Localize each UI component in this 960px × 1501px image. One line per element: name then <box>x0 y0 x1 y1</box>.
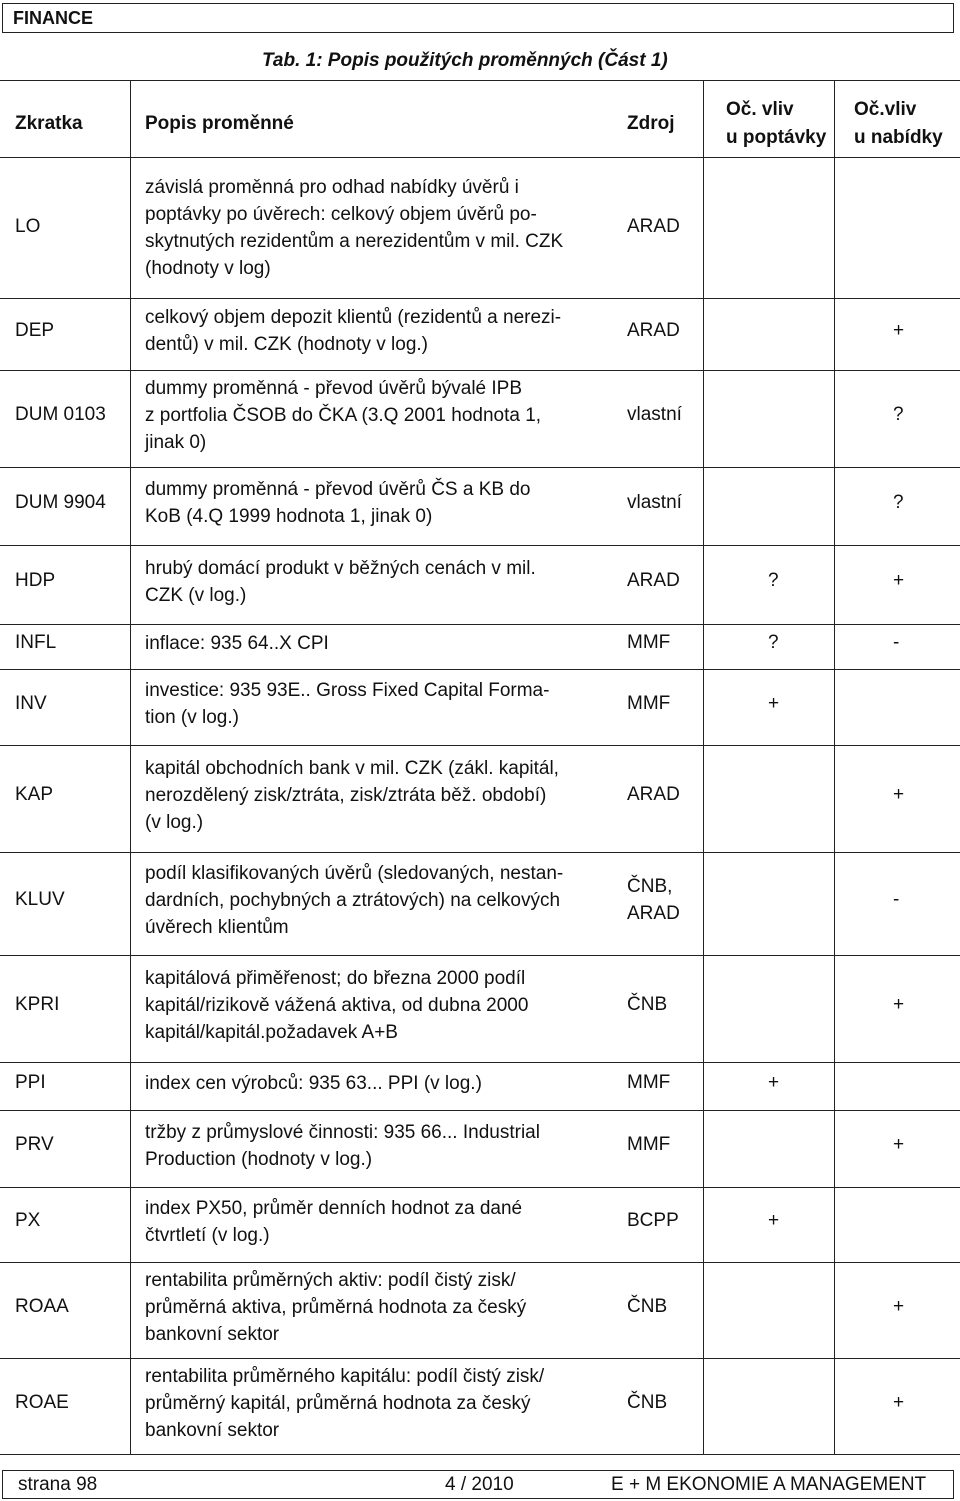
row-abbr: DUM 0103 <box>15 404 106 425</box>
column-divider <box>834 80 835 1454</box>
row-description-line: inflace: 935 64..X CPI <box>145 633 329 654</box>
row-description <box>145 755 605 836</box>
row-description-line: čtvrtletí (v log.) <box>145 1224 270 1246</box>
row-source-line: BCPP <box>627 1210 679 1231</box>
row-divider <box>0 745 960 746</box>
row-divider <box>0 545 960 546</box>
row-description <box>145 174 605 282</box>
row-source-line: MMF <box>627 632 671 653</box>
row-demand-effect: + <box>768 692 780 714</box>
row-source <box>627 1207 679 1234</box>
row-description-line: dardních, pochybných a ztrátových) na celkových <box>145 890 561 911</box>
row-source-line: MMF <box>627 1071 671 1093</box>
row-supply-effect: ? <box>893 404 904 425</box>
row-source-line: ARAD <box>627 216 680 237</box>
row-description-line: bankovní sektor <box>145 1323 280 1345</box>
row-abbr: PPI <box>15 1071 46 1093</box>
row-source <box>627 991 667 1018</box>
row-supply-effect: + <box>893 1295 905 1317</box>
row-supply-effect: + <box>893 319 905 341</box>
row-divider <box>0 80 960 81</box>
row-description-line: nerozdělený zisk/ztráta, zisk/ztráta běž. období) <box>145 785 547 806</box>
row-source <box>627 213 680 240</box>
row-description <box>145 476 605 530</box>
row-source-line: ARAD <box>627 784 680 805</box>
row-abbr: DEP <box>15 319 55 341</box>
row-abbr: ROAA <box>15 1295 69 1317</box>
section-header <box>2 3 954 33</box>
row-description <box>145 375 605 456</box>
page-footer <box>2 1470 954 1499</box>
row-description-line: kapitálová přiměřenost; do března 2000 podíl <box>145 968 526 989</box>
row-demand-effect: + <box>768 1071 780 1093</box>
column-divider <box>130 80 131 1454</box>
row-description <box>145 304 605 358</box>
row-description-line: kapitál/kapitál.požadavek A+B <box>145 1022 398 1043</box>
row-abbr: PX <box>15 1210 41 1231</box>
column-header-supply <box>854 96 943 152</box>
journal-name: E + M EKONOMIE A MANAGEMENT <box>611 1474 927 1495</box>
row-divider <box>0 1358 960 1359</box>
row-demand-effect: + <box>768 1210 780 1231</box>
row-source-line: ČNB <box>627 1295 668 1317</box>
column-header-desc: Popis proměnné <box>145 113 294 134</box>
row-description-line: CZK (v log.) <box>145 584 247 606</box>
row-description-line: jinak 0) <box>145 432 207 453</box>
row-description <box>145 630 605 657</box>
row-abbr: INV <box>15 692 47 714</box>
row-source <box>627 690 670 717</box>
row-source-line: MMF <box>627 1134 671 1155</box>
row-description-line: poptávky po úvěrech: celkový objem úvěrů po- <box>145 203 537 225</box>
row-divider <box>0 298 960 299</box>
column-header-demand-line2: u poptávky <box>726 127 827 148</box>
row-description-line: hrubý domácí produkt v běžných cenách v mil. <box>145 557 536 579</box>
row-source <box>627 1389 667 1416</box>
row-divider <box>0 1187 960 1188</box>
row-source <box>627 1069 670 1096</box>
row-source-line: ČNB <box>627 994 668 1015</box>
row-description <box>145 1267 605 1348</box>
row-source-line: ČNB <box>627 1391 668 1413</box>
row-supply-effect: - <box>893 632 900 653</box>
row-abbr: PRV <box>15 1134 54 1155</box>
row-description <box>145 1195 605 1249</box>
table-title: Tab. 1: Popis použitých proměnných (Část 1) <box>262 50 668 71</box>
row-divider <box>0 669 960 670</box>
row-divider <box>0 1454 960 1455</box>
row-source-line: MMF <box>627 692 671 714</box>
row-supply-effect: + <box>893 784 905 805</box>
row-supply-effect: ? <box>893 491 904 513</box>
row-description-line: celkový objem depozit klientů (rezidentů a nerezi- <box>145 307 562 328</box>
row-description-line: dentů) v mil. CZK (hodnoty v log.) <box>145 334 428 355</box>
row-divider <box>0 852 960 853</box>
column-header-demand-line1: Oč. vliv <box>726 99 794 120</box>
column-header-abbr: Zkratka <box>15 113 83 134</box>
row-divider <box>0 1262 960 1263</box>
row-description-line: (hodnoty v log) <box>145 257 271 279</box>
row-divider <box>0 467 960 468</box>
column-header-supply-line2: u nabídky <box>854 127 943 148</box>
row-description-line: podíl klasifikovaných úvěrů (sledovaných, nestan- <box>145 863 564 884</box>
row-abbr: DUM 9904 <box>15 491 106 513</box>
row-supply-effect: + <box>893 570 905 591</box>
row-source <box>627 489 682 516</box>
row-description-line: index PX50, průměr denních hodnot za dané <box>145 1197 523 1219</box>
row-abbr: KAP <box>15 784 54 805</box>
row-description-line: rentabilita průměrného kapitálu: podíl čistý zisk/ <box>145 1365 545 1387</box>
row-description-line: dummy proměnná - převod úvěrů bývalé IPB <box>145 378 523 399</box>
column-header-demand <box>726 96 826 152</box>
row-divider <box>0 624 960 625</box>
row-divider <box>0 1062 960 1063</box>
row-abbr: HDP <box>15 570 56 591</box>
row-description-line: rentabilita průměrných aktiv: podíl čistý zisk/ <box>145 1269 516 1291</box>
row-description-line: tržby z průmyslové činnosti: 935 66... Industrial <box>145 1121 540 1143</box>
column-header-source: Zdroj <box>627 113 675 134</box>
row-source <box>627 873 680 927</box>
row-description <box>145 1070 605 1097</box>
row-source-line: vlastní <box>627 491 682 513</box>
row-description-line: kapitál/rizikově vážená aktiva, od dubna 2000 <box>145 995 529 1016</box>
row-divider <box>0 157 960 158</box>
row-divider <box>0 955 960 956</box>
row-source <box>627 567 680 594</box>
row-divider <box>0 1110 960 1111</box>
row-source <box>627 781 680 808</box>
row-description-line: index cen výrobců: 935 63... PPI (v log.) <box>145 1072 482 1094</box>
row-source <box>627 1131 670 1158</box>
row-supply-effect: + <box>893 994 905 1015</box>
row-description-line: dummy proměnná - převod úvěrů ČS a KB do <box>145 479 531 500</box>
row-supply-effect: + <box>893 1134 905 1155</box>
row-demand-effect: ? <box>768 632 779 653</box>
row-description <box>145 860 605 941</box>
row-description <box>145 1119 605 1173</box>
row-demand-effect: ? <box>768 570 779 591</box>
row-source-line: ARAD <box>627 570 680 591</box>
row-abbr: ROAE <box>15 1391 69 1413</box>
row-description-line: z portfolia ČSOB do ČKA (3.Q 2001 hodnota 1, <box>145 405 542 426</box>
row-source <box>627 317 680 344</box>
row-source <box>627 629 670 656</box>
row-description <box>145 965 605 1046</box>
row-description-line: investice: 935 93E.. Gross Fixed Capital Forma- <box>145 680 550 701</box>
row-supply-effect: + <box>893 1391 905 1413</box>
row-description <box>145 1363 605 1444</box>
row-description-line: kapitál obchodních bank v mil. CZK (zákl. kapitál, <box>145 758 559 779</box>
row-description-line: Production (hodnoty v log.) <box>145 1148 373 1170</box>
row-supply-effect: - <box>893 889 900 910</box>
row-description-line: průměrná aktiva, průměrná hodnota za český <box>145 1296 527 1318</box>
section-label: FINANCE <box>13 8 93 28</box>
row-description-line: úvěrech klientům <box>145 917 289 938</box>
row-description-line: (v log.) <box>145 812 204 833</box>
row-description <box>145 677 605 731</box>
row-divider <box>0 370 960 371</box>
column-divider <box>703 80 704 1454</box>
row-abbr: LO <box>15 216 41 237</box>
row-abbr: KPRI <box>15 994 60 1015</box>
row-source-line: ARAD <box>627 902 680 924</box>
row-abbr: INFL <box>15 632 57 653</box>
page-number: strana 98 <box>18 1474 98 1495</box>
column-header-supply-line1: Oč.vliv <box>854 99 917 120</box>
row-description-line: KoB (4.Q 1999 hodnota 1, jinak 0) <box>145 506 433 527</box>
row-description-line: průměrný kapitál, průměrná hodnota za český <box>145 1392 531 1414</box>
row-abbr: KLUV <box>15 889 65 910</box>
issue-number: 4 / 2010 <box>445 1474 514 1495</box>
row-description-line: skytnutých rezidentům a nerezidentům v mil. CZK <box>145 230 564 252</box>
row-source <box>627 401 682 428</box>
row-description-line: tion (v log.) <box>145 707 239 728</box>
row-description-line: bankovní sektor <box>145 1419 280 1441</box>
row-source <box>627 1293 667 1320</box>
row-description <box>145 555 605 609</box>
row-description-line: závislá proměnná pro odhad nabídky úvěrů i <box>145 176 519 198</box>
row-source-line: vlastní <box>627 404 682 425</box>
row-source-line: ARAD <box>627 319 680 341</box>
row-source-line: ČNB, <box>627 875 673 897</box>
